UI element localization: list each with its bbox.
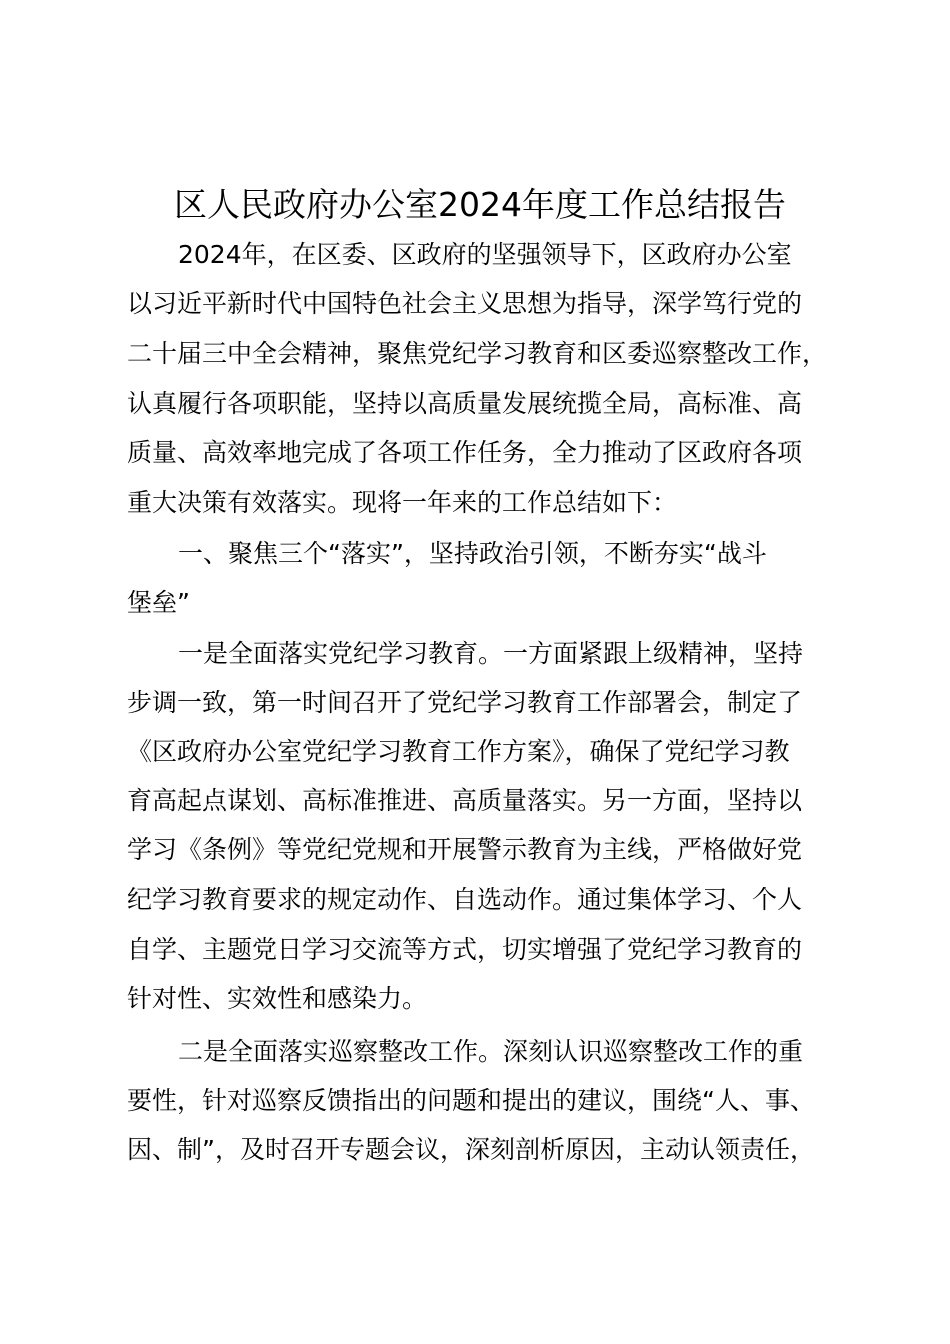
paragraph-line: 纪学习教育要求的规定动作、自选动作。通过集体学习、个人 [127,885,803,914]
paragraph-line: 针对性、实效性和感染力。 [127,984,428,1013]
paragraph-line: 以习近平新时代中国特色社会主义思想为指导，深学笃行党的 [127,289,803,318]
paragraph-line: 要性，针对巡察反馈指出的问题和提出的建议，围绕“人、事、 [127,1086,815,1115]
paragraph-line: 育高起点谋划、高标准推进、高质量落实。另一方面，坚持以 [127,786,803,815]
paragraph-line: 《区政府办公室党纪学习教育工作方案》，确保了党纪学习教 [127,737,790,766]
paragraph-line: 二十届三中全会精神，聚焦党纪学习教育和区委巡察整改工作， [127,339,828,368]
paragraph-line: 自学、主题党日学习交流等方式，切实增强了党纪学习教育的 [127,935,803,964]
paragraph-line: 步调一致，第一时间召开了党纪学习教育工作部署会，制定了 [127,688,803,717]
document-title: 区人民政府办公室2024年度工作总结报告 [174,185,786,224]
section-heading-line: 堡垒” [127,588,190,617]
paragraph-line: 学习《条例》等党纪党规和开展警示教育为主线，严格做好党 [127,835,803,864]
paragraph-line: 一是全面落实党纪学习教育。一方面紧跟上级精神，坚持 [178,639,804,668]
paragraph-line: 因、制”，及时召开专题会议，深刻剖析原因，主动认领责任， [127,1135,815,1164]
paragraph-line: 认真履行各项职能，坚持以高质量发展统揽全局，高标准、高 [127,389,803,418]
paragraph-line: 质量、高效率地完成了各项工作任务，全力推动了区政府各项 [127,438,803,467]
section-heading-line: 一、聚焦三个“落实”，坚持政治引领，不断夯实“战斗 [178,539,767,568]
paragraph-line: 二是全面落实巡察整改工作。深刻认识巡察整改工作的重 [178,1037,804,1066]
paragraph-line: 重大决策有效落实。现将一年来的工作总结如下： [127,488,678,517]
paragraph-line: 2024年，在区委、区政府的坚强领导下，区政府办公室 [178,240,792,269]
